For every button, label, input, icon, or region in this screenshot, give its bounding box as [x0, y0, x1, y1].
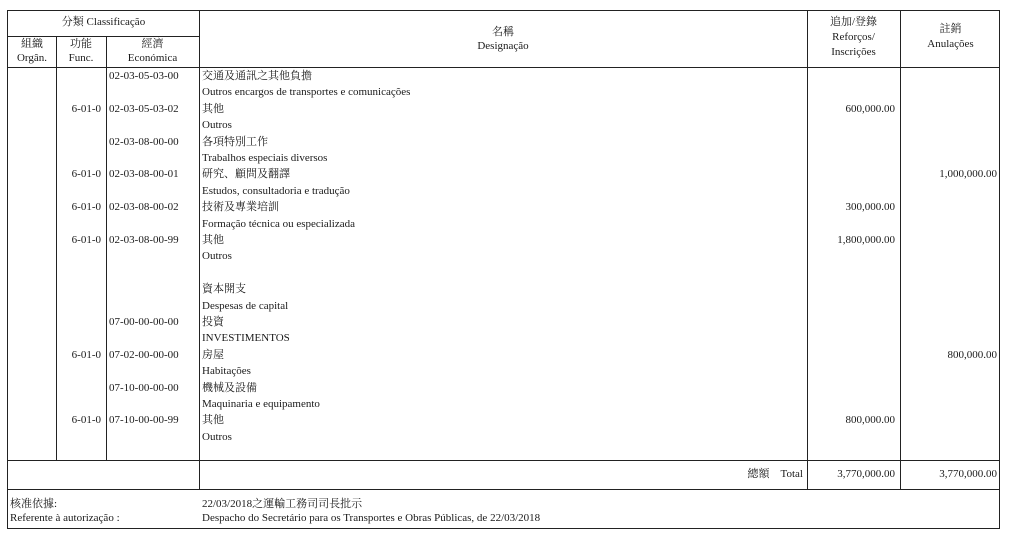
econ-cell: 02-03-05-03-00	[109, 70, 179, 82]
econ-cell: 07-10-00-00-99	[109, 414, 179, 427]
designation-cell: 房屋	[202, 348, 224, 361]
row-divider	[8, 460, 999, 461]
reforcos-cell: 1,800,000.00	[837, 234, 895, 246]
table-row	[8, 314, 1001, 330]
designation-cell: 資本開支	[202, 283, 246, 296]
designation-cell: 研究、顧問及翻譯	[202, 168, 290, 181]
table-row	[8, 412, 1001, 428]
designation-header-pt: Designação	[477, 40, 529, 52]
classification-header: 分類 Classificação	[61, 16, 146, 28]
econ-cell: 07-00-00-00-00	[109, 316, 179, 328]
designation-cell: Outros encargos de transportes e comunicações	[202, 86, 411, 99]
reforcos-header-pt2: Inscrições	[831, 46, 876, 58]
designation-cell: INVESTIMENTOS	[202, 332, 290, 345]
econ-cell: 02-03-08-00-99	[109, 234, 179, 246]
econ-cell: 02-03-08-00-00	[109, 135, 179, 148]
footer-value-pt: Despacho do Secretário para os Transportes e Obras Públicas, de 22/03/2018	[202, 512, 541, 524]
table-row	[8, 248, 1001, 264]
table-row	[8, 429, 1001, 445]
econ-cell: 02-03-08-00-01	[109, 168, 179, 181]
footer-value-zh: 22/03/2018之運輸工務司司長批示	[202, 498, 363, 510]
designation-cell: Estudos, consultadoria e tradução	[202, 184, 350, 197]
budget-table	[7, 10, 1000, 490]
total-reforcos: 3,770,000.00	[837, 468, 895, 480]
total-anulacoes: 3,770,000.00	[939, 468, 997, 480]
total-label: 總額 Total	[747, 468, 803, 480]
designation-header-zh: 名稱	[492, 26, 514, 38]
designation-cell: Formação técnica ou especializada	[202, 217, 356, 230]
designation-cell: 機械及設備	[202, 381, 257, 394]
table-row	[8, 216, 1001, 232]
designation-cell: 其他	[202, 234, 224, 246]
table-row	[8, 101, 1001, 117]
designation-cell: Outros	[202, 119, 232, 132]
anulacoes-cell: 800,000.00	[947, 348, 997, 361]
designation-cell: 投資	[202, 316, 224, 328]
table-row	[8, 232, 1001, 248]
reforcos-cell: 300,000.00	[845, 201, 895, 214]
table-row	[8, 330, 1001, 346]
row-divider	[8, 36, 199, 37]
designation-cell: Maquinaria e equipamento	[202, 398, 320, 410]
table-row	[8, 117, 1001, 133]
table-row	[8, 380, 1001, 396]
table-row	[8, 265, 1001, 281]
table-row	[8, 183, 1001, 199]
func-cell: 6-01-0	[71, 234, 101, 246]
table-row	[8, 396, 1001, 412]
designation-cell: Outros	[202, 250, 232, 263]
designation-cell: 技術及專業培訓	[202, 201, 279, 214]
func-header-zh: 功能	[70, 38, 92, 50]
reforcos-header-pt1: Reforços/	[832, 31, 875, 43]
econ-header-zh: 經濟	[141, 38, 164, 50]
designation-cell: 各項特別工作	[202, 135, 268, 148]
table-row	[8, 347, 1001, 363]
table-row	[8, 84, 1001, 100]
table-row	[8, 166, 1001, 182]
table-row	[8, 68, 1001, 84]
table-row	[8, 363, 1001, 379]
anulacoes-cell: 1,000,000.00	[939, 168, 997, 181]
econ-cell: 02-03-08-00-02	[109, 201, 179, 214]
func-cell: 6-01-0	[71, 414, 101, 427]
designation-cell: 其他	[202, 414, 224, 427]
designation-cell: Despesas de capital	[202, 299, 289, 312]
designation-cell: 其他	[202, 102, 224, 115]
reforcos-cell: 800,000.00	[845, 414, 895, 427]
func-cell: 6-01-0	[71, 102, 101, 115]
footer-label-zh: 核准依據:	[10, 498, 58, 510]
organ-header-pt: Orgân.	[16, 52, 48, 64]
designation-cell: 交通及通訊之其他負擔	[202, 70, 312, 82]
table-row	[8, 150, 1001, 166]
reforcos-header-zh: 追加/登錄	[829, 16, 878, 28]
anulacoes-header-zh: 註銷	[939, 23, 962, 35]
table-row	[8, 298, 1001, 314]
econ-header-pt: Económica	[127, 52, 178, 64]
econ-cell: 02-03-05-03-02	[109, 102, 179, 115]
func-cell: 6-01-0	[71, 201, 101, 214]
econ-cell: 07-10-00-00-00	[109, 381, 179, 394]
authorization-footer	[7, 490, 1000, 529]
func-cell: 6-01-0	[71, 348, 101, 361]
table-row	[8, 281, 1001, 297]
anulacoes-header-pt: Anulações	[927, 38, 974, 50]
table-row	[8, 134, 1001, 150]
footer-label-pt: Referente à autorização :	[10, 512, 120, 524]
designation-cell: Trabalhos especiais diversos	[202, 152, 328, 164]
organ-header-zh: 組織	[21, 38, 43, 50]
table-row	[8, 199, 1001, 215]
func-cell: 6-01-0	[71, 168, 101, 181]
designation-cell: Outros	[202, 430, 232, 443]
func-header-pt: Func.	[68, 52, 94, 64]
econ-cell: 07-02-00-00-00	[109, 348, 179, 361]
designation-cell: Habitações	[202, 365, 251, 378]
reforcos-cell: 600,000.00	[845, 102, 895, 115]
